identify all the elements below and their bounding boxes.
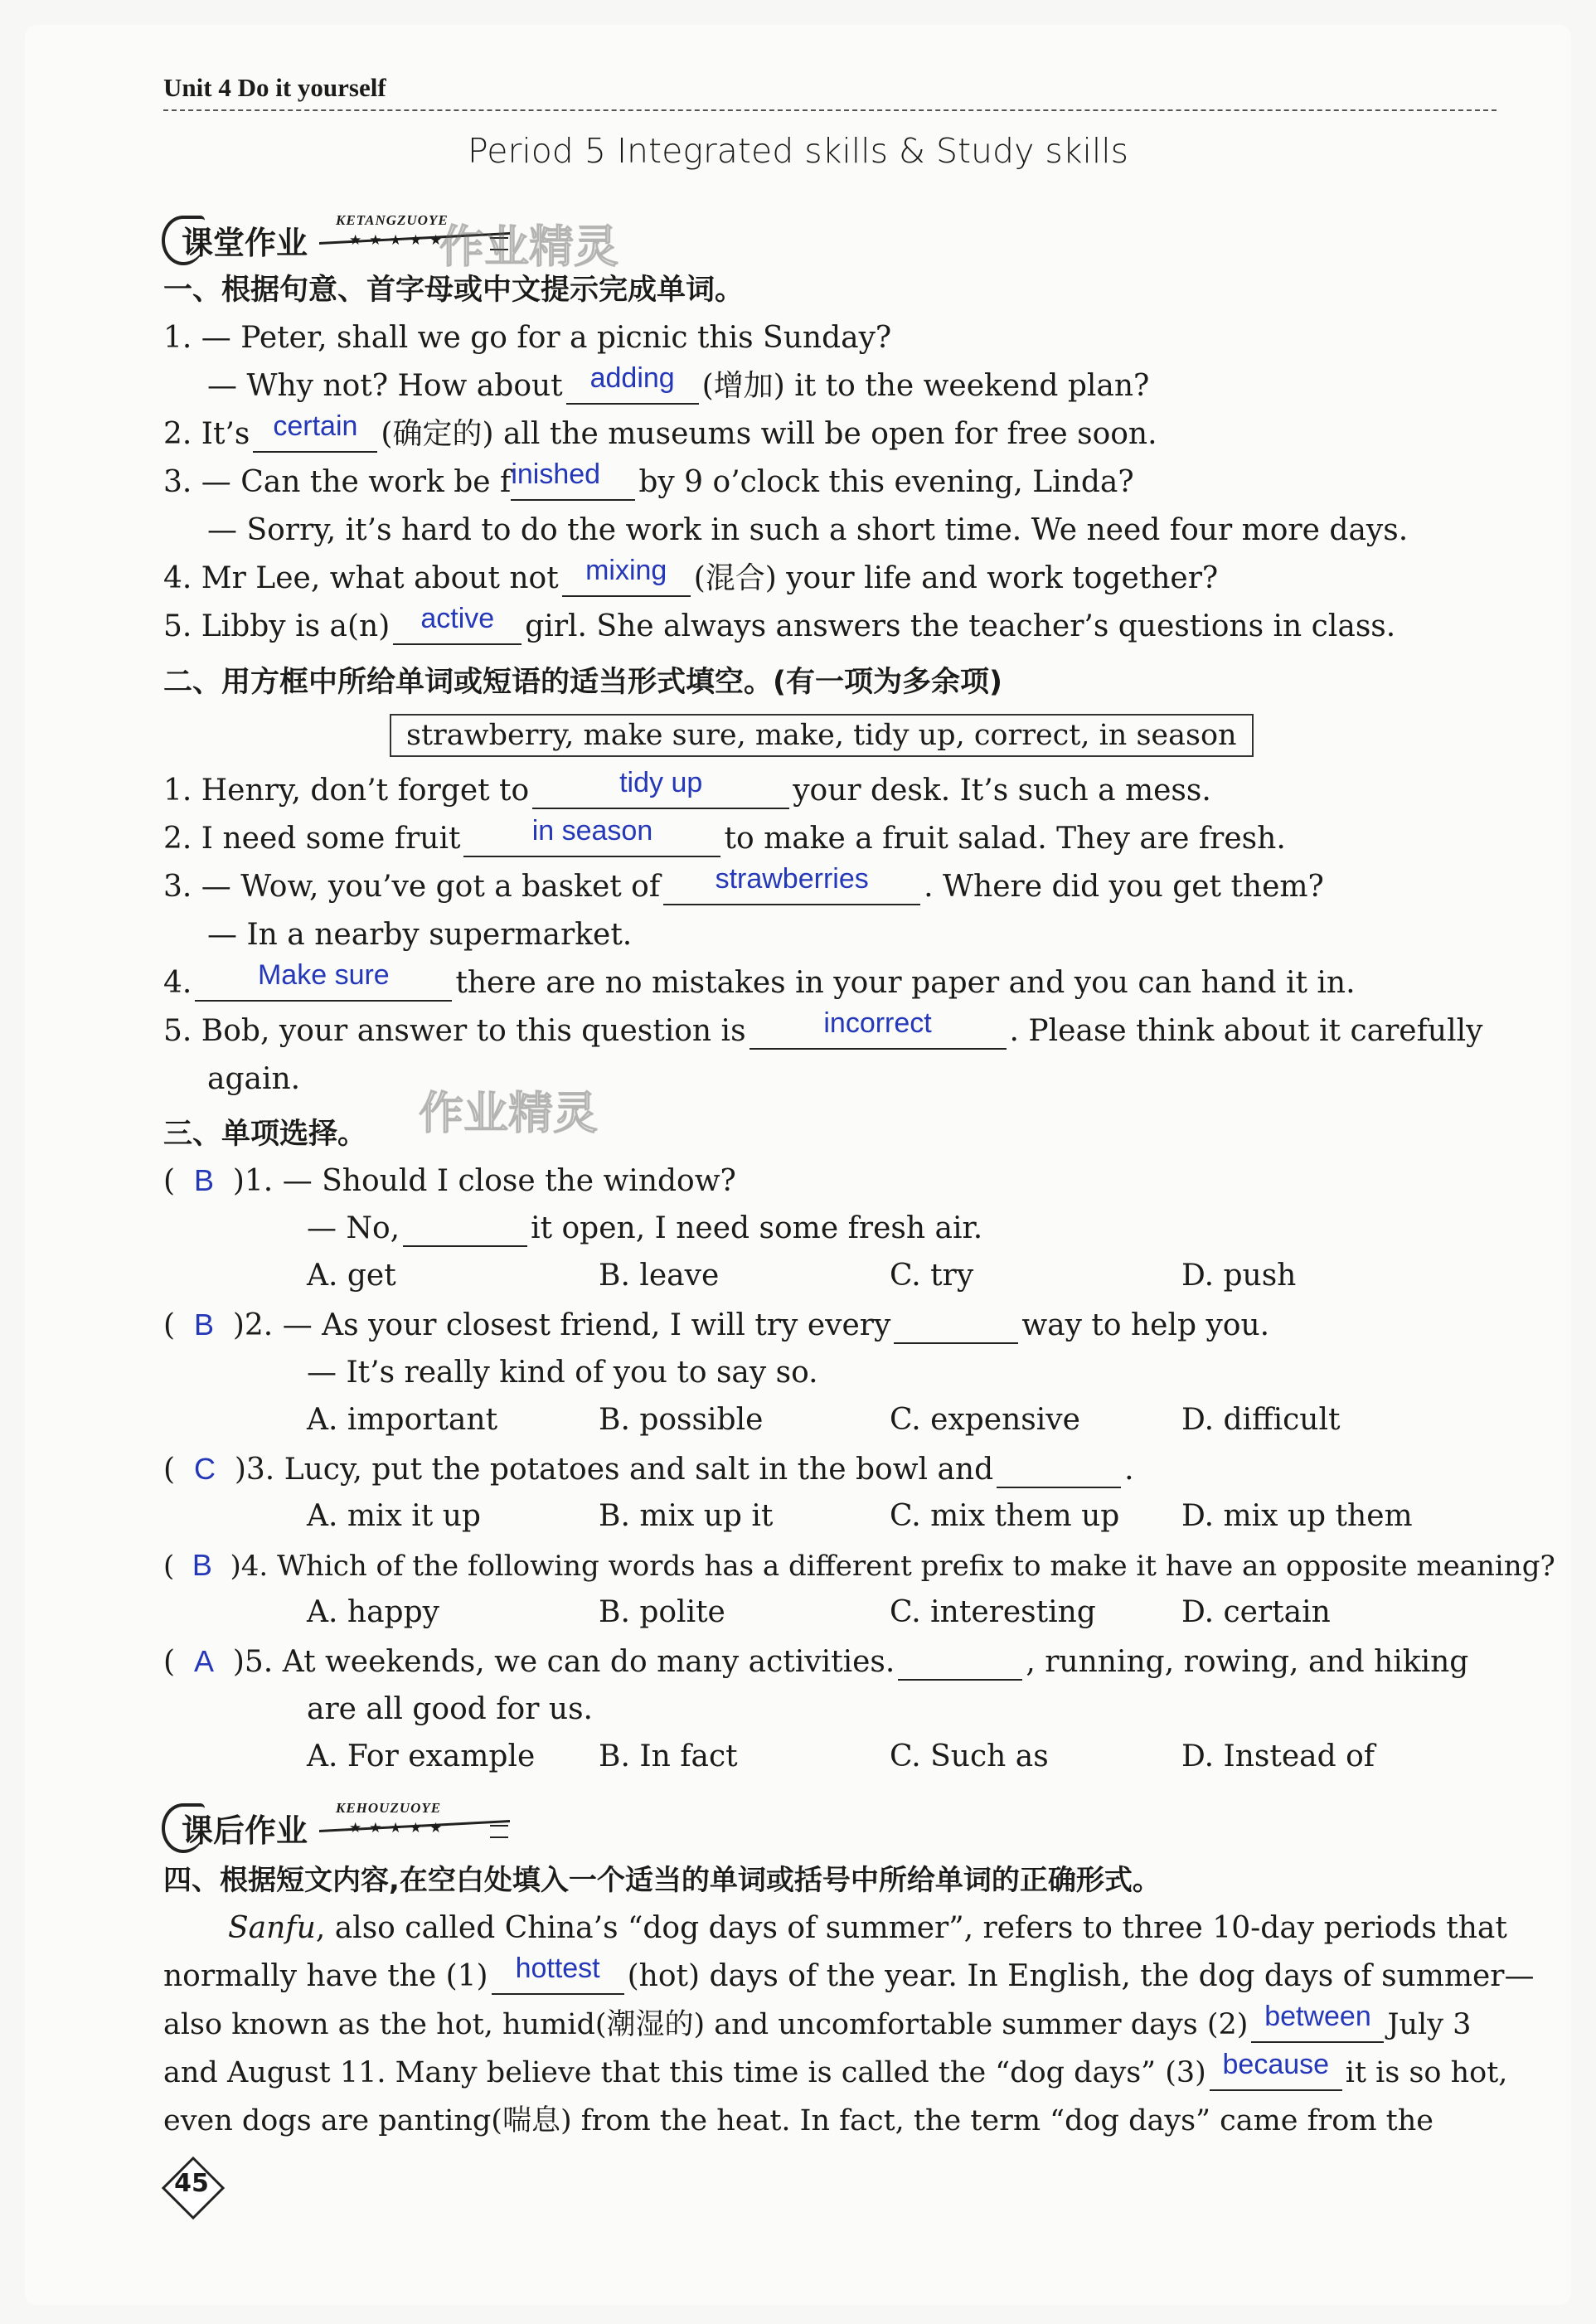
mc-answer: B [193, 1308, 214, 1342]
s1-item5 [163, 603, 1396, 645]
banner-stars-icon: ★★★★★ [349, 1820, 450, 1836]
s2-item3b [207, 917, 632, 953]
option-d: D. push [1181, 1259, 1297, 1293]
banner-pinyin: KETANGZUOYE [336, 212, 449, 228]
text: girl. She always answers the teacher’s questions in class. [525, 609, 1396, 643]
text: . [1124, 1453, 1134, 1487]
answer-blank [1210, 2049, 1342, 2091]
text: — Sorry, it’s hard to do the work in such a short time. We need four more days. [207, 513, 1409, 547]
option-c: C. try [890, 1259, 974, 1293]
text: 4. [163, 966, 192, 1000]
text: also known as the hot, humid(潮湿的) and uncomfortable summer days (2) [163, 2008, 1249, 2041]
answer: inished [511, 458, 601, 490]
option-b: B. mix up it [599, 1499, 774, 1533]
banner-lines-icon [490, 1825, 508, 1838]
word-box: strawberry, make sure, make, tidy up, correct, in season [390, 714, 1254, 757]
option-c: C. Such as [890, 1739, 1049, 1773]
text: July 3 [1387, 2008, 1472, 2041]
option-a: A. For example [307, 1739, 536, 1773]
text: . Where did you get them? [924, 870, 1324, 904]
text: Lucy, put the potatoes and salt in the bowl and [284, 1453, 994, 1487]
answer-blank [562, 555, 691, 597]
text: 1. — Peter, shall we go for a picnic this Sunday? [163, 321, 892, 355]
mc-answer: A [193, 1644, 214, 1678]
option-b: B. In fact [599, 1739, 738, 1773]
s2-item1 [163, 767, 1211, 809]
option-d: D. difficult [1181, 1403, 1341, 1437]
answer-blank [253, 410, 377, 453]
text: your desk. It’s such a mess. [793, 774, 1211, 808]
text: normally have the (1) [163, 1959, 488, 1993]
section3-heading: 三、单项选择。 [163, 1118, 367, 1151]
text: way to help you. [1021, 1308, 1270, 1342]
answer-blank [195, 959, 452, 1002]
banner-after-class [162, 1795, 526, 1853]
option-a: A. mix it up [307, 1499, 481, 1533]
option-a: A. get [307, 1259, 396, 1293]
answer: between [1264, 2001, 1371, 2032]
s1-item1b [207, 362, 1150, 405]
passage-line1 [228, 1910, 1507, 1947]
text: again. [207, 1062, 301, 1096]
text: 3. — Wow, you’ve got a basket of [163, 870, 661, 904]
s2-item5b [207, 1061, 300, 1098]
answer-blank [393, 603, 521, 645]
text: 3. — Can the work be f [163, 465, 512, 499]
term: Sanfu [228, 1911, 316, 1945]
text: 5. Libby is a(n) [163, 609, 391, 643]
banner-pinyin: KEHOUZUOYE [336, 1800, 442, 1816]
answer: certain [273, 410, 358, 442]
text: At weekends, we can do many activities. [282, 1645, 895, 1679]
answer: strawberries [715, 863, 869, 895]
option-d: D. certain [1181, 1595, 1331, 1629]
s2-item2 [163, 815, 1286, 857]
section2-heading: 二、用方框中所给单词或短语的适当形式填空。(有一项为多余项) [163, 666, 1002, 699]
banner-title: 课后作业 [182, 1812, 308, 1849]
blank [894, 1309, 1018, 1344]
s1-item2 [163, 410, 1157, 453]
q-text: — Should I close the window? [282, 1164, 736, 1198]
text: — No, [307, 1211, 400, 1245]
text: 1. Henry, don’t forget to [163, 774, 530, 808]
option-b: B. possible [599, 1403, 764, 1437]
text: . Please think about it carefully [1009, 1014, 1483, 1048]
text: — In a nearby supermarket. [207, 918, 633, 952]
mc-q2-line2: — It’s really kind of you to say so. [307, 1356, 818, 1390]
section4-heading: 四、根据短文内容,在空白处填入一个适当的单词或括号中所给单词的正确形式。 [163, 1864, 1161, 1897]
page-title: Period 5 Integrated skills & Study skills [467, 131, 1129, 171]
q-number: )3. [234, 1453, 275, 1487]
answer: in season [531, 815, 653, 847]
answer-blank [532, 767, 789, 809]
text: 2. I need some fruit [163, 822, 461, 856]
section1-heading: 一、根据句意、首字母或中文提示完成单词。 [163, 274, 745, 307]
mc-q3: ( C )3. Lucy, put the potatoes and salt in the bowl and . [163, 1452, 1134, 1487]
answer-blank [663, 863, 920, 905]
blank [997, 1453, 1121, 1488]
text: (增加) it to the weekend plan? [701, 369, 1150, 403]
option-c: C. interesting [890, 1595, 1096, 1629]
mc-q5: ( A )5. At weekends, we can do many activities. , running, rowing, and hiking [163, 1644, 1469, 1679]
mc-q1-line2 [307, 1211, 982, 1247]
s1-item4 [163, 555, 1219, 597]
s2-item4 [163, 959, 1356, 1002]
s1-item3b [207, 512, 1408, 549]
banner-stars-icon: ★★★★★ [349, 232, 450, 249]
text: , running, rowing, and hiking [1026, 1645, 1469, 1679]
s2-item5 [163, 1007, 1483, 1050]
answer: Make sure [257, 959, 390, 991]
option-d: D. mix up them [1181, 1499, 1413, 1533]
mc-q1: ( B )1. — Should I close the window? [163, 1163, 736, 1198]
option-d: D. Instead of [1181, 1739, 1375, 1773]
answer-blank [566, 362, 699, 405]
answer: adding [589, 362, 675, 394]
page-number-badge [164, 2159, 219, 2214]
answer-blank [463, 815, 720, 857]
s2-item3 [163, 863, 1324, 905]
option-c: C. mix them up [890, 1499, 1120, 1533]
answer: incorrect [823, 1007, 932, 1039]
q-number: )5. [232, 1645, 274, 1679]
text: to make a fruit salad. They are fresh. [724, 822, 1286, 856]
text: , also called China’s “dog days of summer”, refers to three 10-day periods that [315, 1911, 1507, 1945]
blank [403, 1212, 527, 1247]
page-number: 45 [174, 2169, 209, 2198]
text: (hot) days of the year. In English, the dog days of summer— [627, 1959, 1535, 1993]
mc-answer: B [192, 1548, 212, 1582]
mc-answer: C [193, 1452, 216, 1486]
text: (确定的) all the museums will be open for free soon. [381, 417, 1157, 451]
s1-item3 [163, 458, 1134, 501]
option-c: C. expensive [890, 1403, 1080, 1437]
answer: tidy up [619, 767, 703, 798]
text: it is so hot, [1345, 2056, 1508, 2089]
mc-q5-line2: are all good for us. [307, 1692, 593, 1726]
passage-line2 [163, 1953, 1535, 1995]
q-number: )4. [230, 1550, 269, 1583]
mc-q4: ( B )4. Which of the following words has a different prefix to make it have an opposite meaning? [163, 1548, 1555, 1583]
s1-item1 [163, 320, 891, 357]
text: — Why not? How about [207, 369, 563, 403]
text: and August 11. Many believe that this time is called the “dog days” (3) [163, 2056, 1206, 2089]
answer: active [420, 603, 495, 634]
banner-title: 课堂作业 [182, 225, 308, 261]
passage-line3 [163, 2001, 1472, 2043]
watermark-2: 作业精灵 [419, 1087, 598, 1139]
option-b: B. polite [599, 1595, 725, 1629]
unit-header: Unit 4 Do it yourself [163, 73, 386, 102]
answer: because [1222, 2049, 1330, 2080]
text: by 9 o’clock this evening, Linda? [638, 465, 1134, 499]
answer-blank [749, 1007, 1007, 1050]
passage-line5: even dogs are panting(喘息) from the heat. In fact, the term “dog days” came from the [163, 2104, 1433, 2137]
option-b: B. leave [599, 1259, 720, 1293]
text: (混合) your life and work together? [693, 561, 1219, 595]
q-number: )1. [232, 1164, 274, 1198]
text: 2. It’s [163, 417, 250, 451]
q-number: )2. [232, 1308, 274, 1342]
answer-blank [492, 1953, 624, 1995]
mc-q2: ( B )2. — As your closest friend, I will try every way to help you. [163, 1308, 1270, 1342]
answer: mixing [585, 555, 667, 586]
text: 4. Mr Lee, what about not [163, 561, 559, 595]
q-text: Which of the following words has a different prefix to make it have an opposite meaning? [277, 1550, 1555, 1583]
blank [898, 1646, 1022, 1681]
watermark: 作业精灵 [439, 221, 619, 273]
mc-answer: B [193, 1163, 214, 1197]
answer-blank [511, 458, 635, 501]
option-a: A. happy [307, 1595, 439, 1629]
answer-blank [1251, 2001, 1384, 2043]
option-a: A. important [307, 1403, 498, 1437]
text: 5. Bob, your answer to this question is [163, 1014, 746, 1048]
text: — As your closest friend, I will try every [282, 1308, 891, 1342]
header-divider [163, 109, 1497, 111]
text: it open, I need some fresh air. [531, 1211, 983, 1245]
answer: hottest [515, 1953, 600, 1984]
passage-line4 [163, 2049, 1508, 2091]
text: there are no mistakes in your paper and you can hand it in. [455, 966, 1356, 1000]
